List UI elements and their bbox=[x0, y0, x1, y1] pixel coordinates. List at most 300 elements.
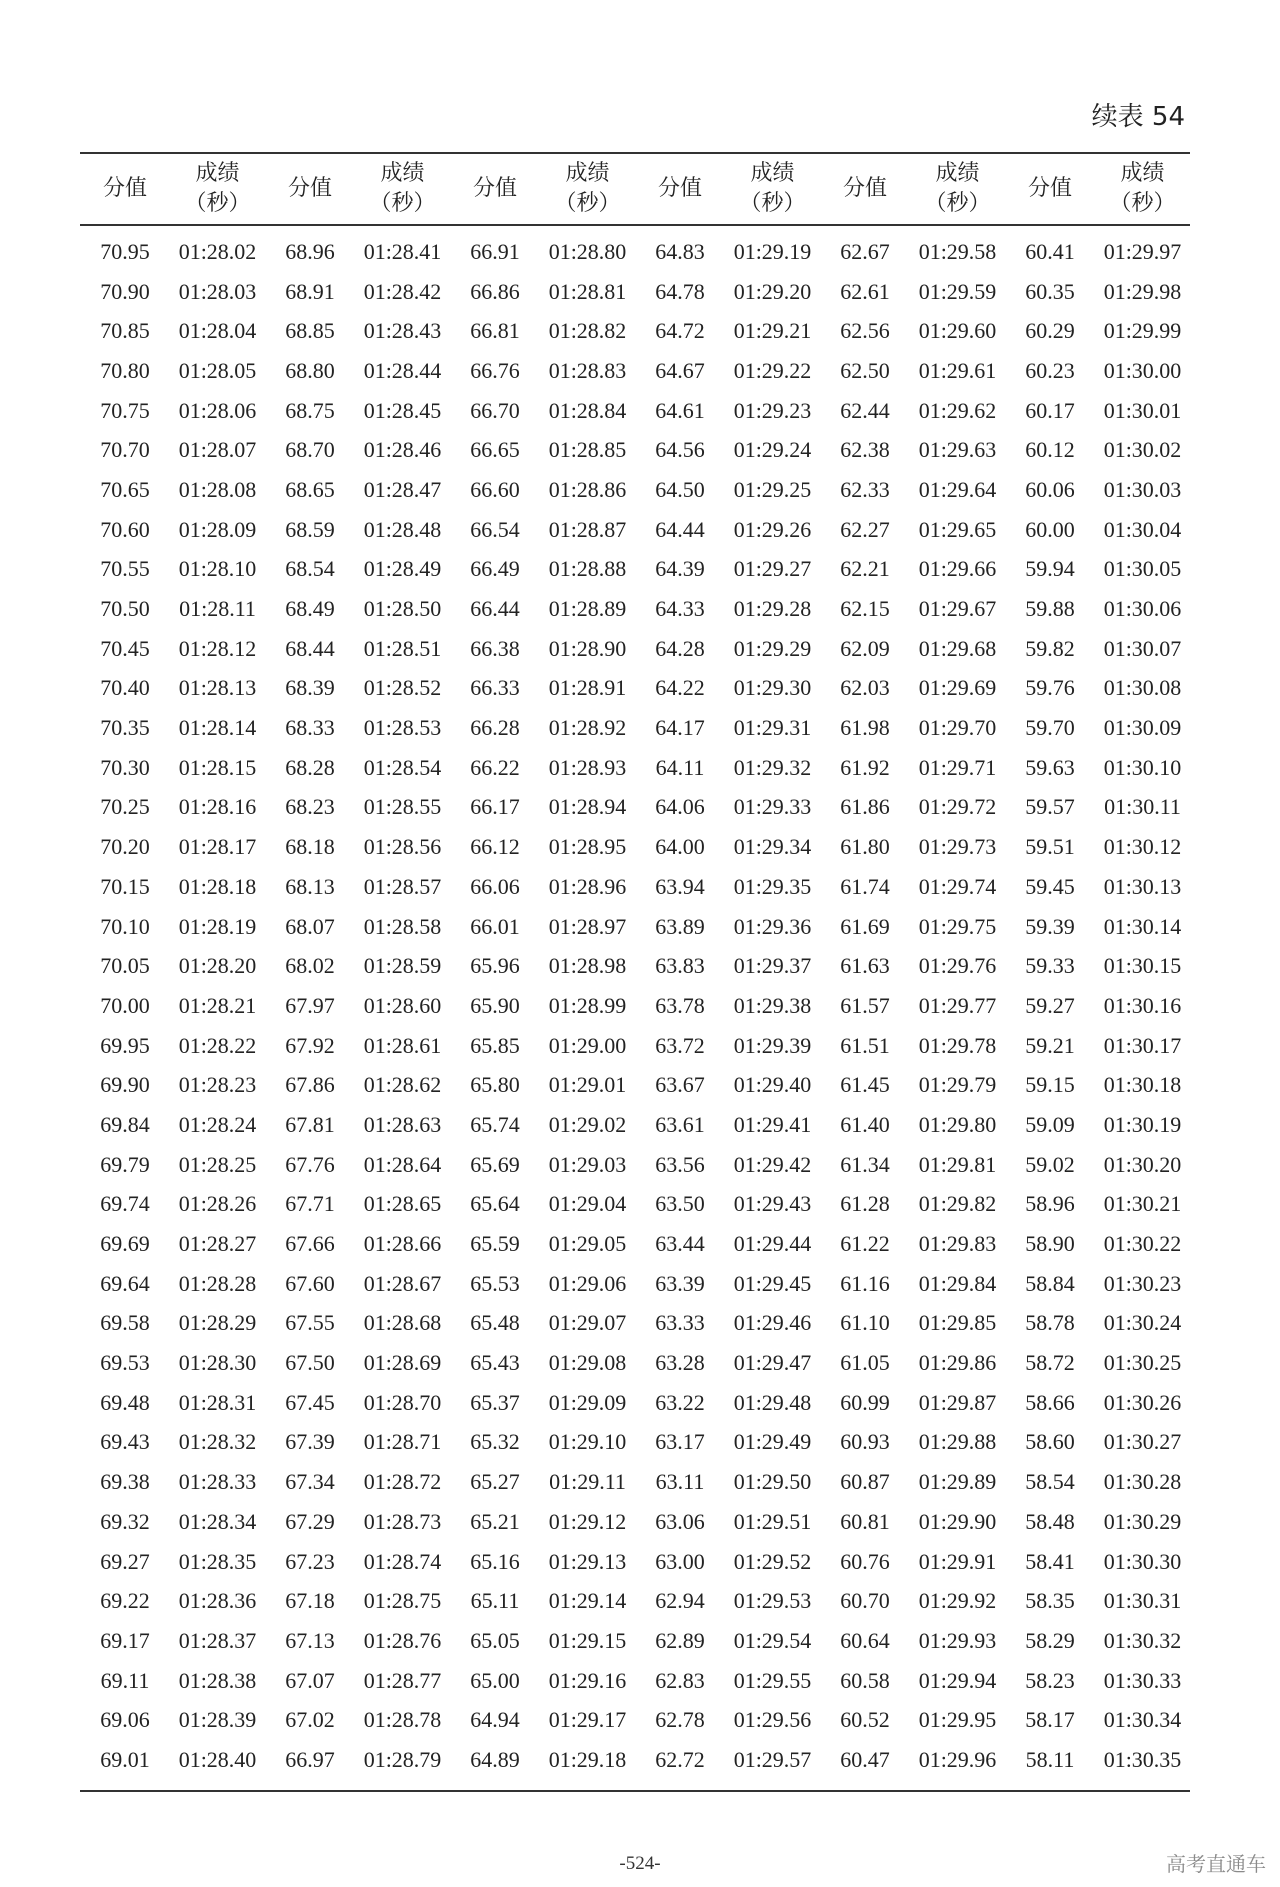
table-title: 续表 54 bbox=[1091, 102, 1185, 132]
score-cell: 60.17 bbox=[1025, 397, 1075, 423]
time-cell: 01:28.47 bbox=[363, 476, 442, 502]
time-cell: 01:28.95 bbox=[548, 834, 627, 860]
score-cell: 68.07 bbox=[285, 913, 335, 939]
time-cell: 01:28.26 bbox=[178, 1191, 257, 1217]
time-cell: 01:29.71 bbox=[918, 754, 997, 780]
time-cell: 01:30.01 bbox=[1103, 397, 1182, 423]
score-cell: 61.10 bbox=[840, 1310, 890, 1336]
page-number: -524- bbox=[619, 1853, 661, 1874]
time-cell: 01:29.82 bbox=[918, 1191, 997, 1217]
score-cell: 68.44 bbox=[285, 635, 335, 661]
time-cell: 01:29.94 bbox=[918, 1667, 997, 1693]
score-cell: 60.76 bbox=[840, 1548, 890, 1574]
time-cell: 01:29.89 bbox=[918, 1469, 997, 1495]
time-cell: 01:28.70 bbox=[363, 1389, 442, 1415]
time-cell: 01:28.50 bbox=[363, 596, 442, 622]
time-cell: 01:29.47 bbox=[733, 1350, 812, 1376]
time-cell: 01:30.26 bbox=[1103, 1389, 1182, 1415]
time-cell: 01:29.27 bbox=[733, 556, 812, 582]
time-cell: 01:29.37 bbox=[733, 953, 812, 979]
time-cell: 01:28.27 bbox=[178, 1231, 257, 1257]
table-row bbox=[80, 748, 1190, 788]
time-cell: 01:28.76 bbox=[363, 1627, 442, 1653]
time-cell: 01:29.67 bbox=[918, 596, 997, 622]
score-cell: 66.28 bbox=[470, 715, 520, 741]
time-cell: 01:28.19 bbox=[178, 913, 257, 939]
time-cell: 01:29.85 bbox=[918, 1310, 997, 1336]
time-cell: 01:30.10 bbox=[1103, 754, 1182, 780]
header-label: 成绩 bbox=[935, 161, 980, 186]
score-cell: 65.90 bbox=[470, 992, 520, 1018]
time-cell: 01:28.73 bbox=[363, 1508, 442, 1534]
time-cell: 01:29.49 bbox=[733, 1429, 812, 1455]
time-cell: 01:29.78 bbox=[918, 1032, 997, 1058]
time-cell: 01:29.10 bbox=[548, 1429, 627, 1455]
time-cell: 01:30.11 bbox=[1104, 794, 1181, 820]
score-cell: 64.44 bbox=[655, 516, 705, 542]
time-cell: 01:28.87 bbox=[548, 516, 627, 542]
time-cell: 01:28.51 bbox=[363, 635, 442, 661]
score-cell: 70.60 bbox=[100, 516, 150, 542]
table-row bbox=[80, 351, 1190, 391]
score-cell: 61.51 bbox=[840, 1032, 890, 1058]
time-cell: 01:28.07 bbox=[178, 437, 257, 463]
time-cell: 01:28.15 bbox=[178, 754, 257, 780]
score-cell: 58.23 bbox=[1025, 1667, 1075, 1693]
table-row bbox=[80, 788, 1190, 828]
time-cell: 01:29.19 bbox=[733, 238, 812, 264]
table-row bbox=[80, 1145, 1190, 1185]
time-cell: 01:28.33 bbox=[178, 1469, 257, 1495]
time-cell: 01:29.36 bbox=[733, 913, 812, 939]
score-cell: 59.39 bbox=[1025, 913, 1075, 939]
time-cell: 01:28.43 bbox=[363, 318, 442, 344]
score-cell: 69.79 bbox=[100, 1151, 150, 1177]
table-row bbox=[80, 1581, 1190, 1621]
time-cell: 01:29.06 bbox=[548, 1270, 627, 1296]
score-cell: 61.80 bbox=[840, 834, 890, 860]
time-cell: 01:28.22 bbox=[178, 1032, 257, 1058]
time-cell: 01:30.08 bbox=[1103, 675, 1182, 701]
header-label: 成绩 bbox=[380, 161, 425, 186]
time-cell: 01:29.63 bbox=[918, 437, 997, 463]
time-cell: 01:29.40 bbox=[733, 1072, 812, 1098]
score-cell: 65.43 bbox=[470, 1350, 520, 1376]
table-row bbox=[80, 1621, 1190, 1661]
score-cell: 64.72 bbox=[655, 318, 705, 344]
header-score bbox=[1005, 153, 1095, 225]
time-cell: 01:28.39 bbox=[178, 1707, 257, 1733]
time-cell: 01:28.63 bbox=[363, 1111, 442, 1137]
time-cell: 01:28.05 bbox=[178, 357, 257, 383]
score-cell: 64.33 bbox=[655, 596, 705, 622]
time-cell: 01:28.69 bbox=[363, 1350, 442, 1376]
score-cell: 65.32 bbox=[470, 1429, 520, 1455]
score-cell: 65.85 bbox=[470, 1032, 520, 1058]
score-cell: 59.51 bbox=[1025, 834, 1075, 860]
time-cell: 01:29.12 bbox=[548, 1508, 627, 1534]
score-cell: 62.44 bbox=[840, 397, 890, 423]
header-label: 分值 bbox=[472, 176, 517, 201]
time-cell: 01:30.22 bbox=[1103, 1231, 1182, 1257]
header-label: 成绩 bbox=[750, 161, 795, 186]
score-cell: 61.34 bbox=[840, 1151, 890, 1177]
time-cell: 01:29.69 bbox=[918, 675, 997, 701]
score-cell: 61.45 bbox=[840, 1072, 890, 1098]
time-cell: 01:28.92 bbox=[548, 715, 627, 741]
time-cell: 01:29.65 bbox=[918, 516, 997, 542]
time-cell: 01:28.93 bbox=[548, 754, 627, 780]
score-cell: 67.81 bbox=[285, 1111, 335, 1137]
time-cell: 01:28.45 bbox=[363, 397, 442, 423]
time-cell: 01:29.91 bbox=[918, 1548, 997, 1574]
score-cell: 67.50 bbox=[285, 1350, 335, 1376]
time-cell: 01:29.05 bbox=[548, 1231, 627, 1257]
score-cell: 68.49 bbox=[285, 596, 335, 622]
time-cell: 01:28.66 bbox=[363, 1231, 442, 1257]
time-cell: 01:29.97 bbox=[1103, 238, 1182, 264]
score-cell: 67.55 bbox=[285, 1310, 335, 1336]
score-cell: 63.11 bbox=[655, 1469, 705, 1495]
time-cell: 01:30.30 bbox=[1103, 1548, 1182, 1574]
header-row bbox=[80, 153, 1190, 225]
time-cell: 01:29.03 bbox=[548, 1151, 627, 1177]
score-cell: 62.67 bbox=[840, 238, 890, 264]
time-cell: 01:28.57 bbox=[363, 873, 442, 899]
score-cell: 64.00 bbox=[655, 834, 705, 860]
score-cell: 67.23 bbox=[285, 1548, 335, 1574]
score-cell: 70.10 bbox=[100, 913, 150, 939]
score-cell: 70.00 bbox=[100, 992, 150, 1018]
score-cell: 68.59 bbox=[285, 516, 335, 542]
time-cell: 01:28.14 bbox=[178, 715, 257, 741]
table-row bbox=[80, 1740, 1190, 1791]
table-row bbox=[80, 946, 1190, 986]
header-label: 分值 bbox=[657, 176, 702, 201]
time-cell: 01:28.74 bbox=[363, 1548, 442, 1574]
table-row bbox=[80, 1542, 1190, 1582]
time-cell: 01:28.30 bbox=[178, 1350, 257, 1376]
score-cell: 63.67 bbox=[655, 1072, 705, 1098]
header-unit: （秒） bbox=[554, 191, 621, 216]
score-cell: 65.74 bbox=[470, 1111, 520, 1137]
time-cell: 01:28.21 bbox=[178, 992, 257, 1018]
score-cell: 63.00 bbox=[655, 1548, 705, 1574]
score-cell: 62.09 bbox=[840, 635, 890, 661]
time-cell: 01:29.31 bbox=[733, 715, 812, 741]
time-cell: 01:30.23 bbox=[1103, 1270, 1182, 1296]
time-cell: 01:28.32 bbox=[178, 1429, 257, 1455]
score-cell: 58.84 bbox=[1025, 1270, 1075, 1296]
table-header bbox=[80, 153, 1190, 225]
score-cell: 65.59 bbox=[470, 1231, 520, 1257]
table-row bbox=[80, 1065, 1190, 1105]
time-cell: 01:29.33 bbox=[733, 794, 812, 820]
time-cell: 01:29.28 bbox=[733, 596, 812, 622]
time-cell: 01:30.16 bbox=[1103, 992, 1182, 1018]
score-cell: 61.28 bbox=[840, 1191, 890, 1217]
score-cell: 61.92 bbox=[840, 754, 890, 780]
score-cell: 58.90 bbox=[1025, 1231, 1075, 1257]
time-cell: 01:30.02 bbox=[1103, 437, 1182, 463]
score-cell: 70.85 bbox=[100, 318, 150, 344]
score-cell: 69.64 bbox=[100, 1270, 150, 1296]
time-cell: 01:28.94 bbox=[548, 794, 627, 820]
score-cell: 63.61 bbox=[655, 1111, 705, 1137]
time-cell: 01:30.34 bbox=[1103, 1707, 1182, 1733]
table-row bbox=[80, 1264, 1190, 1304]
score-cell: 58.35 bbox=[1025, 1588, 1075, 1614]
score-cell: 67.39 bbox=[285, 1429, 335, 1455]
header-time bbox=[1095, 153, 1190, 225]
score-cell: 62.21 bbox=[840, 556, 890, 582]
score-cell: 60.52 bbox=[840, 1707, 890, 1733]
time-cell: 01:29.43 bbox=[733, 1191, 812, 1217]
score-cell: 67.07 bbox=[285, 1667, 335, 1693]
time-cell: 01:28.54 bbox=[363, 754, 442, 780]
time-cell: 01:29.87 bbox=[918, 1389, 997, 1415]
time-cell: 01:28.78 bbox=[363, 1707, 442, 1733]
score-cell: 62.38 bbox=[840, 437, 890, 463]
score-cell: 58.66 bbox=[1025, 1389, 1075, 1415]
score-cell: 62.03 bbox=[840, 675, 890, 701]
score-cell: 63.06 bbox=[655, 1508, 705, 1534]
score-cell: 70.80 bbox=[100, 357, 150, 383]
time-cell: 01:28.03 bbox=[178, 278, 257, 304]
time-cell: 01:28.90 bbox=[548, 635, 627, 661]
header-unit: （秒） bbox=[369, 191, 436, 216]
header-label: 成绩 bbox=[1120, 161, 1165, 186]
time-cell: 01:29.64 bbox=[918, 476, 997, 502]
score-cell: 68.96 bbox=[285, 238, 335, 264]
time-cell: 01:29.04 bbox=[548, 1191, 627, 1217]
table-row bbox=[80, 1105, 1190, 1145]
time-cell: 01:30.13 bbox=[1103, 873, 1182, 899]
score-cell: 61.16 bbox=[840, 1270, 890, 1296]
time-cell: 01:29.17 bbox=[548, 1707, 627, 1733]
score-cell: 65.16 bbox=[470, 1548, 520, 1574]
score-cell: 67.71 bbox=[285, 1191, 335, 1217]
time-cell: 01:29.59 bbox=[918, 278, 997, 304]
score-cell: 66.97 bbox=[285, 1746, 335, 1772]
score-cell: 67.29 bbox=[285, 1508, 335, 1534]
time-cell: 01:30.28 bbox=[1103, 1469, 1182, 1495]
score-cell: 59.09 bbox=[1025, 1111, 1075, 1137]
table-row bbox=[80, 311, 1190, 351]
time-cell: 01:29.46 bbox=[733, 1310, 812, 1336]
score-cell: 59.45 bbox=[1025, 873, 1075, 899]
score-cell: 68.91 bbox=[285, 278, 335, 304]
score-cell: 63.72 bbox=[655, 1032, 705, 1058]
score-cell: 65.05 bbox=[470, 1627, 520, 1653]
score-cell: 60.87 bbox=[840, 1469, 890, 1495]
score-cell: 69.84 bbox=[100, 1111, 150, 1137]
time-cell: 01:29.26 bbox=[733, 516, 812, 542]
score-cell: 63.78 bbox=[655, 992, 705, 1018]
header-label: 成绩 bbox=[565, 161, 610, 186]
time-cell: 01:28.62 bbox=[363, 1072, 442, 1098]
time-cell: 01:28.72 bbox=[363, 1469, 442, 1495]
score-cell: 69.32 bbox=[100, 1508, 150, 1534]
time-cell: 01:28.23 bbox=[178, 1072, 257, 1098]
score-cell: 70.30 bbox=[100, 754, 150, 780]
score-cell: 60.29 bbox=[1025, 318, 1075, 344]
score-cell: 62.15 bbox=[840, 596, 890, 622]
score-cell: 70.05 bbox=[100, 953, 150, 979]
time-cell: 01:29.25 bbox=[733, 476, 812, 502]
time-cell: 01:29.45 bbox=[733, 1270, 812, 1296]
score-cell: 69.58 bbox=[100, 1310, 150, 1336]
score-cell: 63.22 bbox=[655, 1389, 705, 1415]
score-cell: 70.50 bbox=[100, 596, 150, 622]
score-cell: 60.00 bbox=[1025, 516, 1075, 542]
score-cell: 59.02 bbox=[1025, 1151, 1075, 1177]
score-cell: 66.49 bbox=[470, 556, 520, 582]
time-cell: 01:30.14 bbox=[1103, 913, 1182, 939]
time-cell: 01:28.29 bbox=[178, 1310, 257, 1336]
table-row bbox=[80, 272, 1190, 312]
score-cell: 59.70 bbox=[1025, 715, 1075, 741]
time-cell: 01:29.35 bbox=[733, 873, 812, 899]
score-cell: 59.27 bbox=[1025, 992, 1075, 1018]
time-cell: 01:29.39 bbox=[733, 1032, 812, 1058]
score-cell: 61.22 bbox=[840, 1231, 890, 1257]
score-cell: 70.25 bbox=[100, 794, 150, 820]
time-cell: 01:29.18 bbox=[548, 1746, 627, 1772]
time-cell: 01:28.86 bbox=[548, 476, 627, 502]
table-row bbox=[80, 1462, 1190, 1502]
score-cell: 70.15 bbox=[100, 873, 150, 899]
time-cell: 01:30.33 bbox=[1103, 1667, 1182, 1693]
time-cell: 01:29.51 bbox=[733, 1508, 812, 1534]
score-cell: 58.72 bbox=[1025, 1350, 1075, 1376]
score-cell: 62.78 bbox=[655, 1707, 705, 1733]
time-cell: 01:29.42 bbox=[733, 1151, 812, 1177]
score-cell: 68.39 bbox=[285, 675, 335, 701]
score-cell: 65.48 bbox=[470, 1310, 520, 1336]
table-row bbox=[80, 629, 1190, 669]
score-cell: 69.43 bbox=[100, 1429, 150, 1455]
score-cell: 69.01 bbox=[100, 1746, 150, 1772]
time-cell: 01:28.64 bbox=[363, 1151, 442, 1177]
score-cell: 64.50 bbox=[655, 476, 705, 502]
time-cell: 01:28.85 bbox=[548, 437, 627, 463]
score-cell: 69.06 bbox=[100, 1707, 150, 1733]
score-cell: 69.48 bbox=[100, 1389, 150, 1415]
table-row bbox=[80, 1185, 1190, 1225]
score-cell: 59.82 bbox=[1025, 635, 1075, 661]
table-row bbox=[80, 1304, 1190, 1344]
time-cell: 01:29.44 bbox=[733, 1231, 812, 1257]
score-cell: 68.54 bbox=[285, 556, 335, 582]
time-cell: 01:30.24 bbox=[1103, 1310, 1182, 1336]
time-cell: 01:30.04 bbox=[1103, 516, 1182, 542]
score-cell: 69.38 bbox=[100, 1469, 150, 1495]
score-cell: 67.97 bbox=[285, 992, 335, 1018]
time-cell: 01:29.61 bbox=[918, 357, 997, 383]
time-cell: 01:29.32 bbox=[733, 754, 812, 780]
time-cell: 01:29.41 bbox=[733, 1111, 812, 1137]
time-cell: 01:29.93 bbox=[918, 1627, 997, 1653]
time-cell: 01:28.98 bbox=[548, 953, 627, 979]
time-cell: 01:30.21 bbox=[1103, 1191, 1182, 1217]
score-cell: 58.54 bbox=[1025, 1469, 1075, 1495]
score-cell: 65.80 bbox=[470, 1072, 520, 1098]
score-cell: 66.81 bbox=[470, 318, 520, 344]
time-cell: 01:29.79 bbox=[918, 1072, 997, 1098]
time-cell: 01:29.83 bbox=[918, 1231, 997, 1257]
score-cell: 64.17 bbox=[655, 715, 705, 741]
time-cell: 01:28.28 bbox=[178, 1270, 257, 1296]
time-cell: 01:28.31 bbox=[178, 1389, 257, 1415]
header-label: 成绩 bbox=[195, 161, 240, 186]
time-cell: 01:28.36 bbox=[178, 1588, 257, 1614]
score-cell: 64.22 bbox=[655, 675, 705, 701]
table-row bbox=[80, 669, 1190, 709]
score-cell: 69.69 bbox=[100, 1231, 150, 1257]
time-cell: 01:29.84 bbox=[918, 1270, 997, 1296]
score-cell: 61.05 bbox=[840, 1350, 890, 1376]
header-unit: （秒） bbox=[1109, 191, 1176, 216]
time-cell: 01:29.34 bbox=[733, 834, 812, 860]
score-cell: 67.66 bbox=[285, 1231, 335, 1257]
score-cell: 68.75 bbox=[285, 397, 335, 423]
time-cell: 01:30.19 bbox=[1103, 1111, 1182, 1137]
score-cell: 70.75 bbox=[100, 397, 150, 423]
time-cell: 01:29.16 bbox=[548, 1667, 627, 1693]
score-cell: 70.35 bbox=[100, 715, 150, 741]
score-cell: 61.74 bbox=[840, 873, 890, 899]
score-cell: 70.55 bbox=[100, 556, 150, 582]
score-cell: 68.23 bbox=[285, 794, 335, 820]
score-cell: 69.27 bbox=[100, 1548, 150, 1574]
table-row bbox=[80, 510, 1190, 550]
time-cell: 01:29.23 bbox=[733, 397, 812, 423]
score-cell: 64.94 bbox=[470, 1707, 520, 1733]
score-cell: 68.85 bbox=[285, 318, 335, 344]
table-row bbox=[80, 1700, 1190, 1740]
time-cell: 01:30.05 bbox=[1103, 556, 1182, 582]
score-cell: 58.96 bbox=[1025, 1191, 1075, 1217]
header-time bbox=[910, 153, 1005, 225]
time-cell: 01:29.60 bbox=[918, 318, 997, 344]
score-cell: 70.65 bbox=[100, 476, 150, 502]
score-cell: 63.39 bbox=[655, 1270, 705, 1296]
score-cell: 69.74 bbox=[100, 1191, 150, 1217]
table-row bbox=[80, 391, 1190, 431]
time-cell: 01:28.11 bbox=[179, 596, 256, 622]
time-cell: 01:30.07 bbox=[1103, 635, 1182, 661]
score-cell: 66.33 bbox=[470, 675, 520, 701]
score-cell: 62.61 bbox=[840, 278, 890, 304]
time-cell: 01:30.15 bbox=[1103, 953, 1182, 979]
score-cell: 66.65 bbox=[470, 437, 520, 463]
score-cell: 66.76 bbox=[470, 357, 520, 383]
time-cell: 01:28.71 bbox=[363, 1429, 442, 1455]
time-cell: 01:28.35 bbox=[178, 1548, 257, 1574]
header-time bbox=[725, 153, 820, 225]
score-cell: 66.91 bbox=[470, 238, 520, 264]
score-cell: 64.89 bbox=[470, 1746, 520, 1772]
time-cell: 01:28.44 bbox=[363, 357, 442, 383]
time-cell: 01:29.08 bbox=[548, 1350, 627, 1376]
time-cell: 01:28.65 bbox=[363, 1191, 442, 1217]
table-row bbox=[80, 708, 1190, 748]
score-cell: 69.17 bbox=[100, 1627, 150, 1653]
score-cell: 65.96 bbox=[470, 953, 520, 979]
time-cell: 01:28.67 bbox=[363, 1270, 442, 1296]
score-cell: 66.54 bbox=[470, 516, 520, 542]
